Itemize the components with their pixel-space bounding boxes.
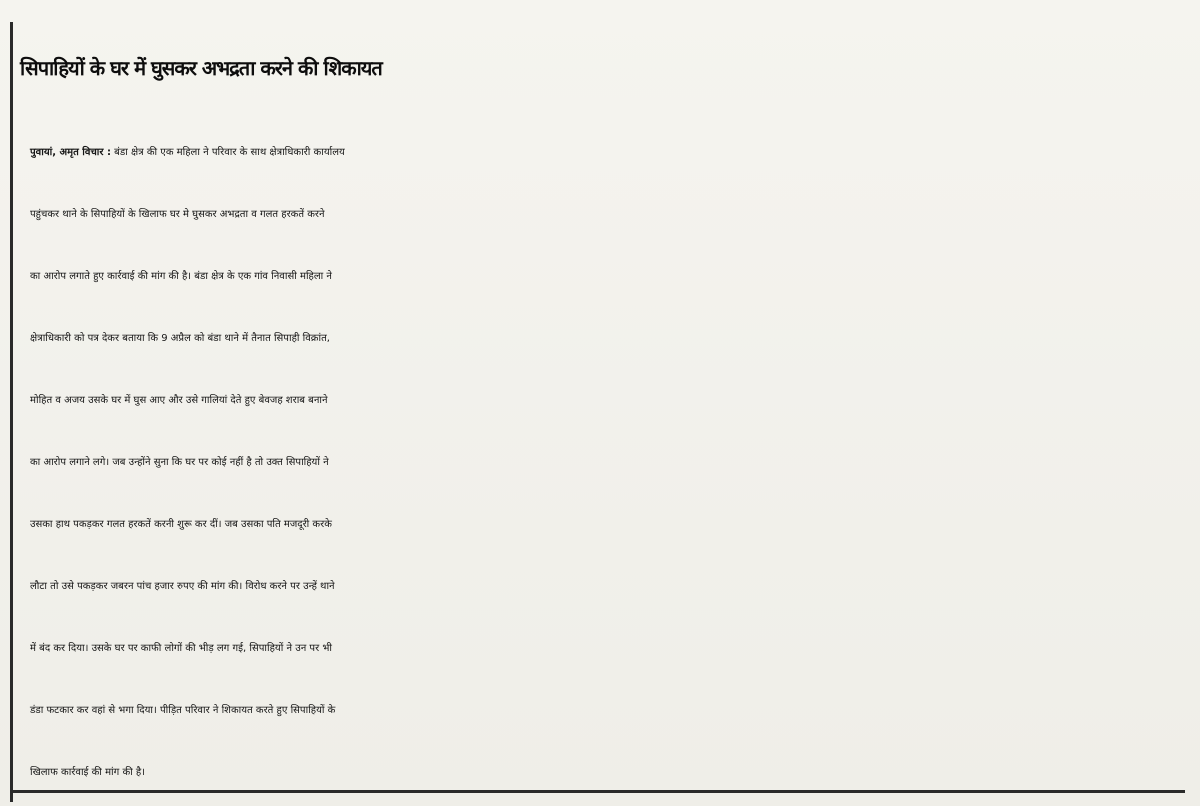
article-byline: पुवायां, अमृत विचार :	[30, 147, 111, 158]
article-line-1	[30, 122, 1190, 184]
article-line-9: में बंद कर दिया। उसके घर पर काफी लोगों की भीड़ लग गई, सिपाहियों ने उन पर भी	[30, 643, 332, 654]
article-line-2: पहुंचकर थाने के सिपाहियों के खिलाफ घर मे घुसकर अभद्रता व गलत हरकतें करने	[30, 209, 325, 220]
article-line-6: का आरोप लगाने लगे। जब उन्होंने सुना कि घर पर कोई नहीं है तो उक्त सिपाहियों ने	[30, 457, 329, 468]
article-line-11: खिलाफ कार्रवाई की मांग की है।	[30, 767, 146, 778]
article-line-8: लौटा तो उसे पकड़कर जबरन पांच हजार रुपए की मांग की। विरोध करने पर उन्हें थाने	[30, 581, 335, 592]
article-line-4: क्षेत्राधिकारी को पत्र देकर बताया कि 9 अप्रैल को बंडा थाने में तैनात सिपाही विक्रांत,	[30, 333, 330, 344]
article-line-7: उसका हाथ पकड़कर गलत हरकतें करनी शुरू कर दीं। जब उसका पति मजदूरी करके	[30, 519, 332, 530]
article-body	[30, 122, 1190, 804]
article-line-10: डंडा फटकार कर वहां से भगा दिया। पीड़ित परिवार ने शिकायत करते हुए सिपाहियों के	[30, 705, 336, 716]
article-line-3: का आरोप लगाते हुए कार्रवाई की मांग की है। बंडा क्षेत्र के एक गांव निवासी महिला ने	[30, 271, 332, 282]
article-headline: सिपाहियों के घर में घुसकर अभद्रता करने की शिकायत	[20, 56, 382, 80]
clipping-left-border	[10, 22, 13, 802]
article-line-1-text: बंडा क्षेत्र की एक महिला ने परिवार के साथ क्षेत्राधिकारी कार्यालय	[110, 147, 345, 158]
article-line-5: मोहित व अजय उसके घर में घुस आए और उसे गालियां देते हुए बेवजह शराब बनाने	[30, 395, 328, 406]
